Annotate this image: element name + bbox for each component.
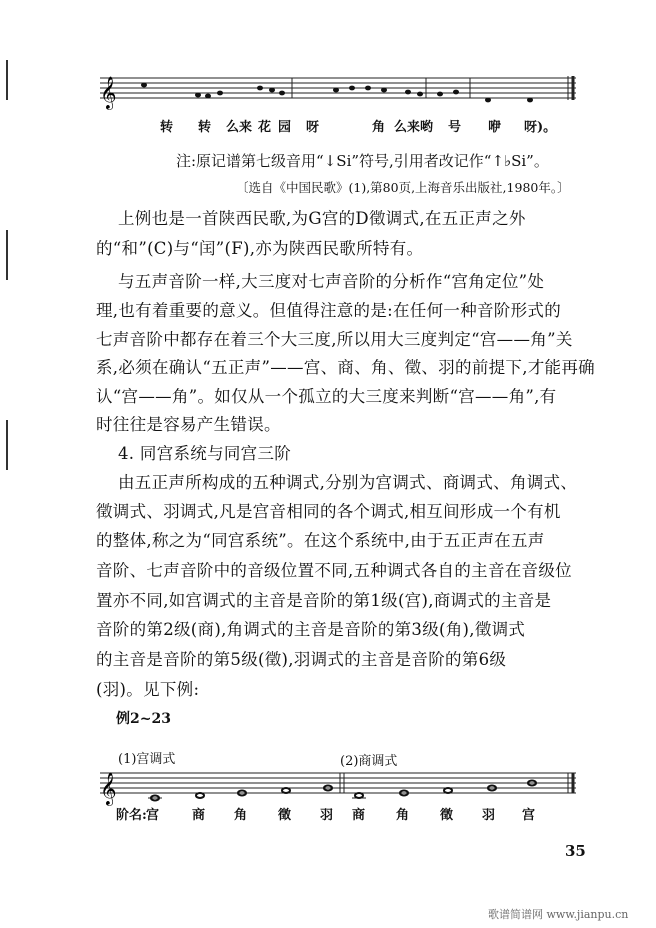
lyric: 转 xyxy=(198,120,212,135)
lyric: 么来哟 xyxy=(394,120,434,135)
scale-degree-name: 角 xyxy=(234,808,248,823)
lyric: 花 xyxy=(258,120,272,135)
scale-degree-name: 徵 xyxy=(440,808,454,823)
body-line: 七声音阶中都存在着三个大三度,所以用大三度判定“宫——角”关 xyxy=(96,330,573,349)
scale-degree-name: 宫 xyxy=(146,808,160,823)
lyric: 呀 xyxy=(306,120,320,135)
page-number: 35 xyxy=(565,842,586,860)
body-line: 的整体,称之为“同宫系统”。在这个系统中,由于五正声在五声 xyxy=(96,531,545,550)
lyric: 号 xyxy=(448,120,462,135)
scale-degree-name: 宫 xyxy=(522,808,536,823)
scan-edge xyxy=(6,420,8,470)
music-staff-1 xyxy=(96,68,586,112)
lyric: 转 xyxy=(160,120,174,135)
scale-degree-name: 商 xyxy=(192,808,206,823)
body-line: 音阶、七声音阶中的音级位置不同,五种调式各自的主音在音级位 xyxy=(96,561,572,580)
body-line: (羽)。见下例: xyxy=(96,680,200,699)
mode-label-1: (1)宫调式 xyxy=(118,752,176,767)
body-line: 上例也是一首陕西民歌,为G宫的D徵调式,在五正声之外 xyxy=(118,209,526,228)
lyric: 园 xyxy=(278,120,292,135)
scan-edge xyxy=(6,60,8,100)
lyric: 么来 xyxy=(226,120,253,135)
body-line: 徵调式、羽调式,凡是宫音相同的各个调式,相互间形成一个有机 xyxy=(96,502,561,521)
body-line: 理,也有着重要的意义。但值得注意的是:在任何一种音阶形式的 xyxy=(96,301,562,320)
section-heading: 4. 同宫系统与同宫三阶 xyxy=(118,444,292,463)
scale-degree-name: 羽 xyxy=(320,808,334,823)
scale-degree-name: 徵 xyxy=(278,808,292,823)
example-label: 例2~23 xyxy=(116,711,171,727)
body-line: 音阶的第2级(商),角调式的主音是音阶的第3级(角),徵调式 xyxy=(96,620,526,639)
scale-name-prefix: 阶名: xyxy=(116,808,147,823)
body-line: 的“和”(C)与“闰”(F),亦为陕西民歌所特有。 xyxy=(96,239,424,258)
body-line: 与五声音阶一样,大三度对七声音阶的分析作“宫角定位”处 xyxy=(118,272,545,291)
body-line: 时往往是容易产生错误。 xyxy=(96,415,281,434)
mode-label-2: (2)商调式 xyxy=(340,754,398,769)
watermark: 歌谱简谱网 www.jianpu.cn xyxy=(488,908,629,921)
svg-text:𝄞: 𝄞 xyxy=(100,76,117,109)
body-line: 认“宫——角”。如仅从一个孤立的大三度来判断“宫——角”,有 xyxy=(96,387,557,406)
footnote: 注:原记谱第七级音用“↓Si”符号,引用者改记作“↑♭Si”。 xyxy=(176,152,549,170)
scale-degree-name: 商 xyxy=(352,808,366,823)
svg-text:𝄞: 𝄞 xyxy=(100,772,117,805)
music-staff-2 xyxy=(96,766,586,806)
lyric: 呀)。 xyxy=(524,120,557,135)
lyric: 咿 xyxy=(488,120,502,135)
body-line: 的主音是音阶的第5级(徵),羽调式的主音是音阶的第6级 xyxy=(96,650,507,669)
lyric: 角 xyxy=(372,120,386,135)
body-line: 系,必须在确认“五正声”——宫、商、角、徵、羽的前提下,才能再确 xyxy=(96,358,595,377)
body-line: 置亦不同,如宫调式的主音是音阶的第1级(宫),商调式的主音是 xyxy=(96,591,552,610)
source-citation: 〔选自《中国民歌》(1),第80页,上海音乐出版社,1980年。〕 xyxy=(236,180,570,195)
body-line: 由五正声所构成的五种调式,分别为宫调式、商调式、角调式、 xyxy=(118,473,578,492)
scale-degree-name: 羽 xyxy=(482,808,496,823)
scale-degree-name: 角 xyxy=(396,808,410,823)
scan-edge xyxy=(6,230,8,280)
